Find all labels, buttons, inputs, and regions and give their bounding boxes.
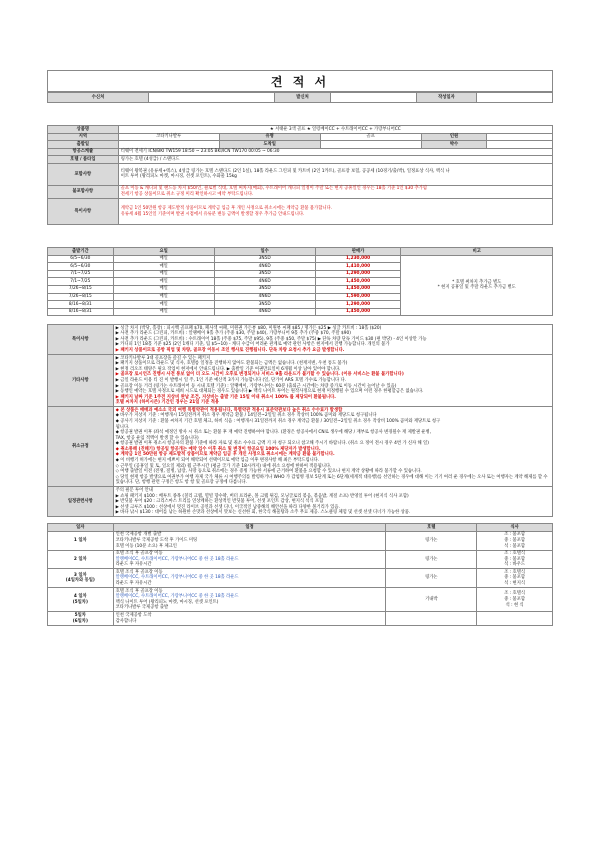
flight-value: 티웨이 전세기 ICN/BKI TW159 18:50 ~ 23:05 BKI/ICN TW170 00:05 ~ 06:30 xyxy=(118,148,552,156)
note-line: ▶ 싱글 차지 (박당, 홀장) : 피시백 골프패 $70, 페사섹 씨패, 미원권 가든뷰 $80, 미원뷰 씨패 $85 / 명가든 $25 ▶ 싱글 카트비 : 18홀 ($20) xyxy=(115,325,382,331)
meal-line: 중 : 불포함 xyxy=(504,556,526,562)
itinerary-day xyxy=(48,531,114,550)
schedule-line: 알렝베이CC, 수트래이어CC, 가랑부니어CC 중 한 곳 18홀 라운드 xyxy=(115,575,239,581)
itinerary-meals xyxy=(477,588,553,612)
schedule-line: 인천 국제공항 도착 xyxy=(115,612,152,618)
itinerary-day-label: 2 일차 xyxy=(73,556,87,562)
pricing-note-line: * 호텔 써차지 추가금 별도 xyxy=(452,279,502,285)
pricing-header-days: 일수 xyxy=(214,248,315,256)
note-line: ▶ 금일 라운드 이용 티 진 이 발행시 일 주, 1인 기준 예산적 3가지 가능합니다 (일, 단가이 ARS 호텔 가수로 가능합니다 다. xyxy=(115,377,347,383)
notes-fixed-label: 일정관련사항 xyxy=(48,487,114,517)
excludes-line: 골프 이동 & 캐디피 및 랜드동 차지 $50/인, 클로벌 식대, 호텔 써차지(매회), 수트래이어 캐디피 일정이 주말 또는 현지 공휴일인 경우는 18홀 기준 1인 $30 추가됨 xyxy=(120,186,427,192)
itinerary-hotel: 링가논 xyxy=(386,550,477,569)
pricing-days: 4N6D xyxy=(214,308,315,316)
itinerary-schedule xyxy=(113,612,386,625)
itinerary-meals xyxy=(477,531,553,550)
itinerary-schedule xyxy=(113,569,386,588)
schedule-line: 코타키나발루 국제공항 도착 후 가이드 미팅 xyxy=(115,537,198,543)
notes-table xyxy=(47,324,553,517)
type-label: 유형 xyxy=(219,133,320,141)
itinerary-day-label: 4 일차 xyxy=(73,594,87,600)
note-line: ▶ 바다 낚시 $130 : 대어를 낚는 하원한 손맛과 선상에서 맛보는 신선한 회, 한국식 해물탕과 소주 무료 제공. 스노클링 체험 및 선셋 선셋 디너가 가능한 상품. xyxy=(115,510,411,516)
itinerary-hotel xyxy=(386,612,477,625)
note-line: 주의 필문 투어 안내 xyxy=(115,487,153,493)
itinerary-day-label: 5일차 xyxy=(74,612,86,618)
recipient-value[interactable] xyxy=(149,93,275,103)
pricing-header-day: 요일 xyxy=(113,248,214,256)
notes-cancel-content xyxy=(113,407,552,487)
meal-line: 석 : 불포함 xyxy=(504,543,526,549)
note-line: ◆ 이 비행기 허가에는 현지 에쁘이 되어 해약되어 선택이므로 예약 입금 이후 변경사항 해 최은 부탁드립니다. xyxy=(115,458,320,464)
itinerary-day xyxy=(48,550,114,569)
pricing-period: 7/1~7/25 xyxy=(48,270,114,278)
meal-line: 석 : 현 식 xyxy=(505,602,524,608)
itinerary-hotel: 링가논 xyxy=(386,531,477,550)
excludes-line: 전세기 항공 상품이므로 취소 규정 미리 확인하시고 예약 부탁드립니다. xyxy=(120,191,254,197)
writer-label: 작성일자 xyxy=(416,93,477,103)
pricing-period: 7/26~8/15 xyxy=(48,293,114,301)
itinerary-day-label: 1 일차 xyxy=(73,537,87,543)
pricing-day: 매일 xyxy=(113,285,214,293)
pricing-day: 매일 xyxy=(113,293,214,301)
note-line: ◇ 당일 현재 항공 발생으로 여권부가 여행 자제 국가 체류 시 여행주의를 발령하거나 WHO 가 감염병 경보 5단계 또는 6단계(세계적 대유행)를 선언하는 경우에 대해 이는 기기 여러 운 경우에는 오사 또는 여행자는 계약 해제를 할 수 있습니다. 단, 항행 관련 구정은 항도 항 항 및 골프장 규정에 다릅니다. xyxy=(115,474,548,486)
meal-line: 석 : 현지식 xyxy=(504,581,526,587)
meal-line: 석 : 바우드 xyxy=(504,562,526,568)
departure-label: 출발일 xyxy=(48,141,119,149)
pricing-note xyxy=(401,255,553,316)
pricing-note-line: * 현지 공휴일 및 주말 라운드 추가금 별도 xyxy=(437,285,516,291)
pricing-price: 1,230,000 xyxy=(315,255,401,263)
note-line: ◆ 항공권 발권 이후 취소시 항공사의 환불 기준에 따라 자로 및 취소 수수료 금액 기 자 청구 되오니 참고해 주시기 바랍니다. (취소 요 정이 전시 경우 4번 가 신자 해 일) xyxy=(115,441,429,447)
itinerary-row xyxy=(48,550,553,569)
schedule-line: 라운드 후 자유시간 xyxy=(115,562,152,568)
note-line: ▶ 코타키나발루 3대 골프장을 즐길 수 있는 패키지 xyxy=(115,355,211,361)
region-label: 지역 xyxy=(48,133,119,141)
itinerary-day xyxy=(48,612,114,625)
pricing-days: 4N6D xyxy=(214,293,315,301)
note-line: ▶ 패키지 상품이므로 공항 픽업 및 차량, 골프장 이동시 조인 행사로 진행됩니다. 단독 차량 요청시 추가 요금 발생합니다. xyxy=(115,348,345,354)
note-line: ◆ 본 상품은 매매과 예소소 국외 여행 특별약관이 적용됩니다, 특별약관 적용시 표준약관보다 높은 취소 수수료가 발생함 xyxy=(115,407,343,413)
pricing-period: 6/5~6/30 xyxy=(48,255,114,263)
meal-line: 중 : 불포함 xyxy=(504,596,526,602)
itinerary-row xyxy=(48,531,553,550)
pricing-price: 1,450,000 xyxy=(315,285,401,293)
note-line: ◆ 계약금 1인 50만원 항공 제도발적 상품이므로 계약금 입금 후 개인 사정으로 취소시에는 계약금 환불 불가합니다. xyxy=(115,452,335,458)
note-line: ◇ 근무일 (공휴일 및 토, 일요일 제외) 월 근무시간 (평균 국가 기준 18시까지) 내에 취소 요청에 한하여 적용됩니다. xyxy=(115,463,332,469)
itinerary-table xyxy=(47,523,553,625)
pricing-day: 매일 xyxy=(113,255,214,263)
pricing-day: 매일 xyxy=(113,270,214,278)
includes-value xyxy=(118,163,552,185)
itinerary-meals xyxy=(477,550,553,569)
itinerary-meals xyxy=(477,612,553,625)
itinerary-schedule xyxy=(113,531,386,550)
note-line: 호텔 씨차지 (하이시즌) 기간인 경우는 21일 기준 적용 xyxy=(115,400,220,406)
pricing-period: 8/16~8/31 xyxy=(48,308,114,316)
people-value[interactable] xyxy=(487,133,553,141)
arrival-label: 도착일 xyxy=(219,141,320,149)
itinerary-hotel: 기내박 xyxy=(386,588,477,612)
special-line: 유류세 4월 15인일 기준이며 발권 시점에서 유류분 변동 금액이 발생할 경우 추가금 안내드립니다. xyxy=(120,211,305,217)
meal-line: 조 : 호텔식 xyxy=(504,551,526,557)
pricing-header-price: 판매가 xyxy=(315,248,401,256)
itinerary-header-day: 일자 xyxy=(48,524,114,532)
note-line: ▶ 골프장 로시언즈 진행시 사전 통보 없이 더 오도 시간이 오후로 변경되거나 서비스 9홀 라운드가 불가할 수 있습니다. (이용 서비스는 환불 불가합니다) xyxy=(115,372,404,378)
note-line: TAX, 항공 운임 적액이 발생 할 수 있습니다) xyxy=(115,435,199,441)
schedule-line: 코타키나발루 국제공항 출발 xyxy=(115,605,169,611)
schedule-line: 호텔 조식 후 골프장 이동 xyxy=(115,588,163,594)
note-line: ▶ 카디피 1인 18홀 기준 $25 (2인 1캐디 기준, 팁 $5~10) - 캐디 수급이 어려운 관계로 예약 관련 사항은 현지에서 진행 가능합니다. 개인의 불가 xyxy=(115,342,390,348)
pricing-price: 1,450,000 xyxy=(315,308,401,316)
itinerary-row xyxy=(48,588,553,612)
pricing-days: 3N5D xyxy=(214,301,315,309)
sender-label: 발신처 xyxy=(275,93,331,103)
schedule-line: 호텔 이동 (10분 소요) 후 체크인 xyxy=(115,543,177,549)
pricing-day: 매일 xyxy=(113,308,214,316)
pricing-day: 매일 xyxy=(113,278,214,286)
schedule-line: 호텔 조식 후 골프장 이동 xyxy=(115,569,163,575)
schedule-line: 감사합니다 xyxy=(115,618,137,624)
schedule-line: 라운드 후 자유시간 xyxy=(115,581,152,587)
includes-line: 티웨이 왕복권 (유류세+텍스), 4성급 링가논 호텔 스탠다드 (2인 1실), 18홀 라운드 그린피 및 카트비 (2인 1카트), 골프장 보험, 공공세 (10경기/출/박), 일정표상 식사, 맥식 나 xyxy=(120,168,450,174)
note-line: ▶ 반딧불 투어 $20 : 크리스마스 트리를 연상케하는 환상적인 반딧불 투어, 선셋 포인트 감상, 현지식 석식 포함 xyxy=(115,499,324,505)
hotel-value: 링가논 호텔 (4성급) / 스탠다드 xyxy=(118,156,552,164)
hotel-label: 호텔 / 룸타입 xyxy=(48,156,119,164)
pricing-days: 4N6D xyxy=(214,263,315,271)
pricing-period: 6/5~6/30 xyxy=(48,263,114,271)
pricing-header-note: 비고 xyxy=(401,248,553,256)
notes-other-label: 기타사항 xyxy=(48,355,114,407)
note-line: ▶ 쇼핑 패키지 $100 : 배투트 종목 (칠리 크랩, 멸빌 향수꽉, 버터 프라운, 볼 크랩 튀김, 모닝글로리 볶음, 볶음밥, 계절 소프) 반영일 투어 (현지식 식사 포함) xyxy=(115,493,409,499)
recipient-label: 수신처 xyxy=(48,93,149,103)
pricing-row xyxy=(48,255,553,263)
note-line: ◇ 여행 출발일 이전 (전쟁, 질병, 납장, 사망 등으로 취소에는 경우 증빙 가능한 서류에 근거하여 환불을 요청할 수 있으나 현지 계약 상황에 따라 불가할 수 있습니다. xyxy=(115,469,422,475)
type-value: 골프 xyxy=(320,133,421,141)
itinerary-row xyxy=(48,569,553,588)
itinerary-meals xyxy=(477,569,553,588)
nights-value[interactable] xyxy=(487,141,553,149)
itinerary-day-label: 3 일차 xyxy=(73,572,87,578)
itinerary-header-meals: 식사 xyxy=(477,524,553,532)
meal-line: 중 : 불포함 xyxy=(504,537,526,543)
pricing-days: 3N5D xyxy=(214,255,315,263)
itinerary-header-hotel: 호텔 xyxy=(386,524,477,532)
note-line: ▶ 동행인 예약는 호텔 사정으로 세희 시드로 대체되는 경우도 있습니다 ▶ 맥식 나이트 투어는 원작사정으로 현재 미정행될 수 있으며 이런 경우 한평할금은 없습니다. xyxy=(115,389,424,395)
arrival-value[interactable] xyxy=(320,141,421,149)
sender-value[interactable] xyxy=(330,93,416,103)
special-label: 특이사항 xyxy=(48,199,119,225)
note-line: ▶ 사전 추가 라운드 (그린피, 카트비) : 알랭베이 9홀 추가 (주중 $30, 주말 $40), 가랑부니어 9홀 추가 (주중 $70, 주말 $90) xyxy=(115,331,351,337)
pricing-price: 1,590,000 xyxy=(315,293,401,301)
schedule-line: 인천 국제공항 개별 출발 xyxy=(115,532,162,538)
note-line: ▶ 선셋 크루즈 $100 : 선상에서 멋진 라이브 공연과 선셋 디너, 이국적인 남중해의 해안선을 따라 다양한 볼거리가 있음. xyxy=(115,504,340,510)
note-line: ▶ 패키지 날짜 기준 1주전 지상비 완납 조건, 지상비는 출발 기준 15일 이내 취소시 100% 를 제당되어 환불됩니다. xyxy=(115,394,336,400)
product-label: 상품명 xyxy=(48,126,119,134)
meal-line: 조 : 호텔식 xyxy=(504,591,526,597)
notes-cancel-label: 취소규정 xyxy=(48,407,114,487)
excludes-value xyxy=(118,185,552,198)
includes-label: 포함사항 xyxy=(48,163,119,185)
product-value: ★ 서태운 3색 골프 ★ 일렁베이CC + 수트래이어CC + 가랑부니어CC xyxy=(118,126,552,134)
meal-line: 중 : 불포함 xyxy=(504,575,526,581)
note-line: ◆ 바우가 지상지 기준 : 여행개시 15일전까지 취소 경우 계약금 환불 / 14일전~2일일 취소 경우 작상비 100% 곰미와 재당드로 청구됩니다 xyxy=(115,413,377,419)
itinerary-day xyxy=(48,569,114,588)
writer-value[interactable] xyxy=(477,93,553,103)
itinerary-schedule xyxy=(113,550,386,569)
pricing-day: 매일 xyxy=(113,301,214,309)
pricing-price: 1,450,000 xyxy=(315,278,401,286)
info-header-table xyxy=(47,92,553,103)
special-value xyxy=(118,199,552,225)
pricing-days: 3N5D xyxy=(214,270,315,278)
pricing-header-period: 출발기간 xyxy=(48,248,114,256)
itinerary-row xyxy=(48,612,553,625)
region-value: 코타키나발루 xyxy=(118,133,219,141)
pricing-price: 1,410,000 xyxy=(315,263,401,271)
note-line: ◆ 항공권 발권 이후 (좌석 예정인 방사 시 취소 또는 환불 후 재 예약 진행하여야 합니다. (환경은 항공사에서 CN로 생우에 해당 / 재부로 항공사 변경될수 재 제발권 운병, xyxy=(115,430,432,436)
schedule-line: 알렝베이CC, 수트래이어CC, 가랑부니어CC 중 한 곳 18홀 라운드 xyxy=(115,556,239,562)
note-line: ◆ 취소통해 (진해기) 항공일 항공개는 예약 입수 이후 취소 및 변경이 항공요일 100% 제당자가 발생합니다. xyxy=(115,446,321,452)
pricing-price: 1,290,000 xyxy=(315,301,401,309)
pricing-days: 3N5D xyxy=(214,285,315,293)
itinerary-header-schedule: 일정 xyxy=(113,524,386,532)
itinerary-day-label: (5일차) xyxy=(72,599,88,605)
itinerary-day xyxy=(48,588,114,612)
includes-line: 이트 투어 (왕리피노 마켓, 마시징, 선셋 포인트), 수화물 15kg xyxy=(120,174,237,180)
itinerary-schedule xyxy=(113,588,386,612)
schedule-line: 맥식 나이트 투어 (왕리피노 마켓, 마시징, 선셋 포인트) xyxy=(115,599,219,605)
note-line: 됩니다. xyxy=(115,424,130,430)
meal-line: 조 : 호텔식 xyxy=(504,569,526,575)
document-title: 견 적 서 xyxy=(47,70,553,92)
itinerary-day-label: (4일차와 동일) xyxy=(65,578,95,584)
note-line: ▶ 사전 추가 라운드 (그린피, 카트비) : 수트래이어 18홀 (주중 $75, 주말 $95), 9홀 (주중 $50, 주말 $75) ▶ 단독 차량 단독 가이드 $30 (편 박당) - 4인 이상만 가능 xyxy=(115,336,427,342)
itinerary-hotel: 링가논 xyxy=(386,569,477,588)
quotation-document xyxy=(47,70,553,626)
note-line: ▶ 골프장 이동 거리 (링가논 수트래이어 등 시내 호텔 기준) : 알랭베이, 가랑부니어는 60분 (출퇴근 시간에는 차량 증가로 이동 시간이 늘어날 수 있음) xyxy=(115,383,397,389)
departure-value[interactable] xyxy=(118,141,219,149)
product-info-table xyxy=(47,125,553,225)
note-line: ◆ 공사기 지상지 기준 : 환불 씨차지 기간 호텔 체크, 하비 식음 : 여행개시 31일전까지 취소 경우 계약금 환불 / 30일전~2일일 취소 경우 작상비 100% 곰미와 재당트로 청구 xyxy=(115,419,441,424)
notes-special-label: 특이사항 xyxy=(48,325,114,355)
pricing-days: 4N6D xyxy=(214,278,315,286)
pricing-day: 매일 xyxy=(113,263,214,271)
notes-special-content xyxy=(113,325,552,355)
schedule-line: 호텔 조식 후 골프장 이동 xyxy=(115,551,163,557)
special-line: 계약금 1인 50만원 항공 제도발적 상품이므로 계약금 입금 후 개인 사정으로 취소시에는 계약금 환불 불가합니다. xyxy=(120,205,333,211)
schedule-line: 알렝베이CC, 수트래이어CC, 가랑부니어CC 중 한 곳 18홀 라운드 xyxy=(115,594,239,600)
flight-label: 항공스케쥴 xyxy=(48,148,119,156)
pricing-price: 1,290,000 xyxy=(315,270,401,278)
excludes-label: 불포함사항 xyxy=(48,185,119,198)
pricing-period: 7/26~8/15 xyxy=(48,285,114,293)
note-line: ▶ 현정 리오조 태양은 필요 작업이 현저에서 안내드립니다. ▶ 출발일 기준 여권만료일이 6개월 이상 남아 있어야 합니다. xyxy=(115,366,341,372)
notes-fixed-content xyxy=(113,487,552,517)
itinerary-day-label: (6일차) xyxy=(72,618,88,624)
notes-other-content xyxy=(113,355,552,407)
nights-label: 박수 xyxy=(421,141,487,149)
note-line: ▶ 패키지 상품이므로 라운드 및 식사, 호텔룸 일정을 진행하지 않아도 환불되는 금액은 없습니다. (천재지변, 우천 통도 불가) xyxy=(115,361,348,367)
pricing-period: 7/1~7/25 xyxy=(48,278,114,286)
pricing-period: 8/16~8/31 xyxy=(48,301,114,309)
people-label: 인원 xyxy=(421,133,487,141)
meal-line: 조 : 불포함 xyxy=(504,532,526,538)
pricing-table xyxy=(47,247,553,316)
